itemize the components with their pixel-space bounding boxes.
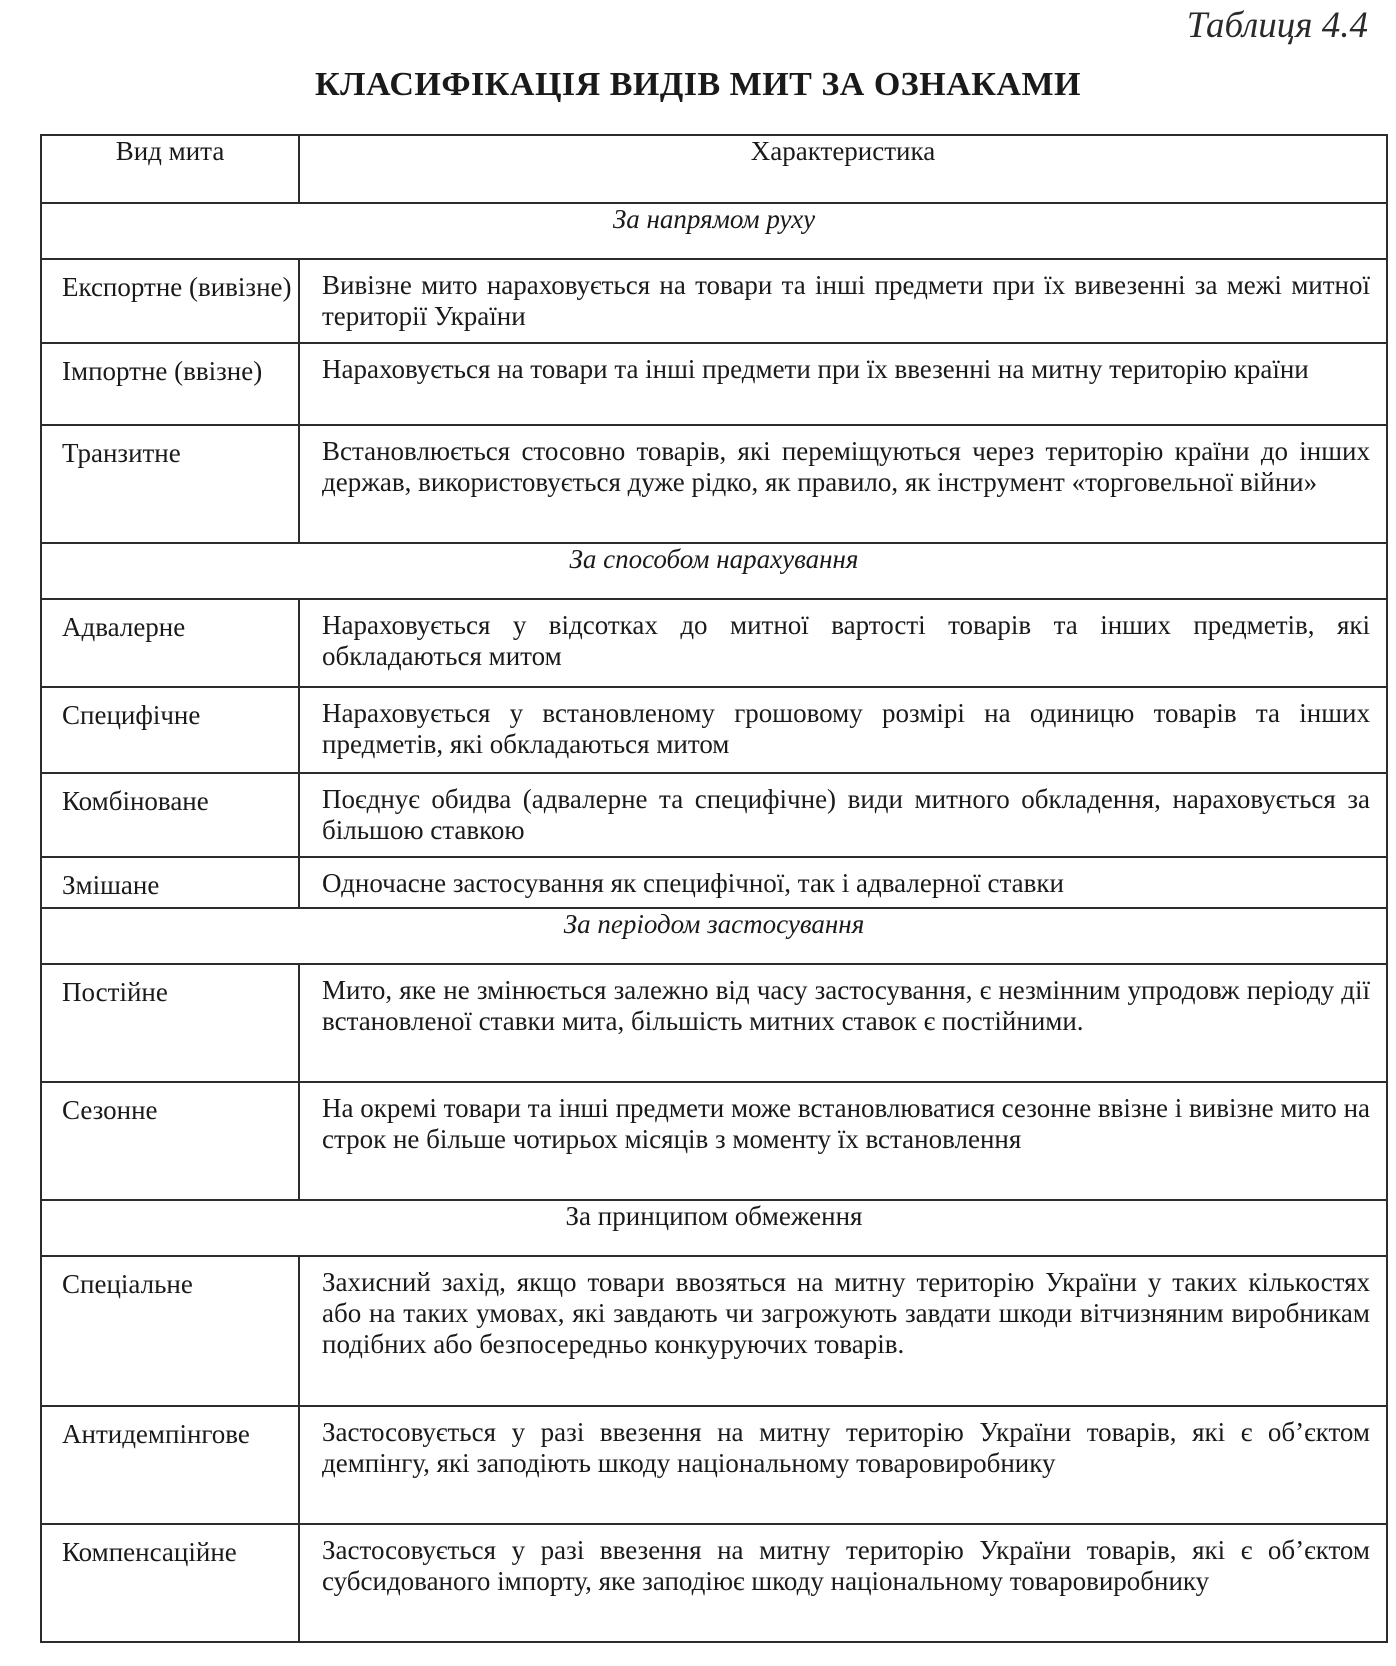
- duty-type: Імпортне (ввізне): [41, 343, 299, 425]
- duty-description: Встановлюється стосовно товарів, які переміщуються через територію країни до інших держав, використовується дуже рідко, як правило, як інструмент «торговельної війни»: [299, 425, 1387, 543]
- duty-type: Змішане: [41, 857, 299, 908]
- table-row: [41, 425, 1387, 543]
- duty-type: Специфічне: [41, 687, 299, 773]
- classification-table: [40, 134, 1388, 1643]
- table-row: [41, 259, 1387, 343]
- table-row: [41, 1082, 1387, 1200]
- section-row: [41, 203, 1387, 259]
- table-row: [41, 1524, 1387, 1642]
- table-row: [41, 687, 1387, 773]
- duty-description: Нараховується у відсотках до митної вартості товарів та інших предметів, які обкладаються митом: [299, 599, 1387, 687]
- duty-description: На окремі товари та інші предмети може встановлюватися сезонне ввізне і вивізне мито на строк не більше чотирьох місяців з моменту їх встановлення: [299, 1082, 1387, 1200]
- duty-description: Нараховується на товари та інші предмети при їх ввезенні на митну територію країни: [299, 343, 1387, 425]
- duty-description: Застосовується у разі ввезення на митну територію України товарів, які є об’єктом субсидованого імпорту, яке заподіює шкоду національному товаровиробнику: [299, 1524, 1387, 1642]
- table-row: [41, 1406, 1387, 1524]
- header-description: Характеристика: [299, 135, 1387, 203]
- duty-description: Захисний захід, якщо товари ввозяться на митну територію України у таких кількостях або на таких умовах, які завдають чи загрожують завдати шкоди вітчизняним виробникам подібних або безпосередньо конкуруючих товарів.: [299, 1256, 1387, 1406]
- page-title: КЛАСИФІКАЦІЯ ВИДІВ МИТ ЗА ОЗНАКАМИ: [315, 66, 1081, 103]
- duty-description: Мито, яке не змінюється залежно від часу застосування, є незмінним упродовж періоду дії встановленої ставки мита, більшість митних ставок є постійними.: [299, 964, 1387, 1082]
- table-row: [41, 773, 1387, 857]
- table-row: [41, 964, 1387, 1082]
- duty-type: Транзитне: [41, 425, 299, 543]
- table-row: [41, 1256, 1387, 1406]
- duty-description: Нараховується у встановленому грошовому розмірі на одиницю товарів та інших предметів, які обкладаються митом: [299, 687, 1387, 773]
- section-row: [41, 908, 1387, 964]
- duty-description: Поєднує обидва (адвалерне та специфічне) види митного обкладення, нараховується за більшою ставкою: [299, 773, 1387, 857]
- duty-type: Експортне (вивізне): [41, 259, 299, 343]
- duty-type: Комбіноване: [41, 773, 299, 857]
- table-row: [41, 343, 1387, 425]
- section-row: [41, 1200, 1387, 1256]
- section-row: [41, 543, 1387, 599]
- duty-description: Вивізне мито нараховується на товари та інші предмети при їх вивезенні за межі митної території України: [299, 259, 1387, 343]
- duty-type: Сезонне: [41, 1082, 299, 1200]
- duty-description: Одночасне застосування як специфічної, так і адвалерної ставки: [299, 857, 1387, 908]
- table-row: [41, 599, 1387, 687]
- table-row: [41, 857, 1387, 908]
- section-title: За способом нарахування: [41, 543, 1387, 599]
- header-type: Вид мита: [41, 135, 299, 203]
- duty-type: Постійне: [41, 964, 299, 1082]
- section-title: За принципом обмеження: [41, 1200, 1387, 1256]
- section-title: За напрямом руху: [41, 203, 1387, 259]
- table-header-row: [41, 135, 1387, 203]
- table-caption: Таблиця 4.4: [1186, 5, 1368, 46]
- duty-type: Антидемпінгове: [41, 1406, 299, 1524]
- section-title: За періодом застосування: [41, 908, 1387, 964]
- duty-description: Застосовується у разі ввезення на митну територію України товарів, які є об’єктом демпінгу, які заподіють шкоду національному товаровиробнику: [299, 1406, 1387, 1524]
- duty-type: Компенсаційне: [41, 1524, 299, 1642]
- duty-type: Спеціальне: [41, 1256, 299, 1406]
- duty-type: Адвалерне: [41, 599, 299, 687]
